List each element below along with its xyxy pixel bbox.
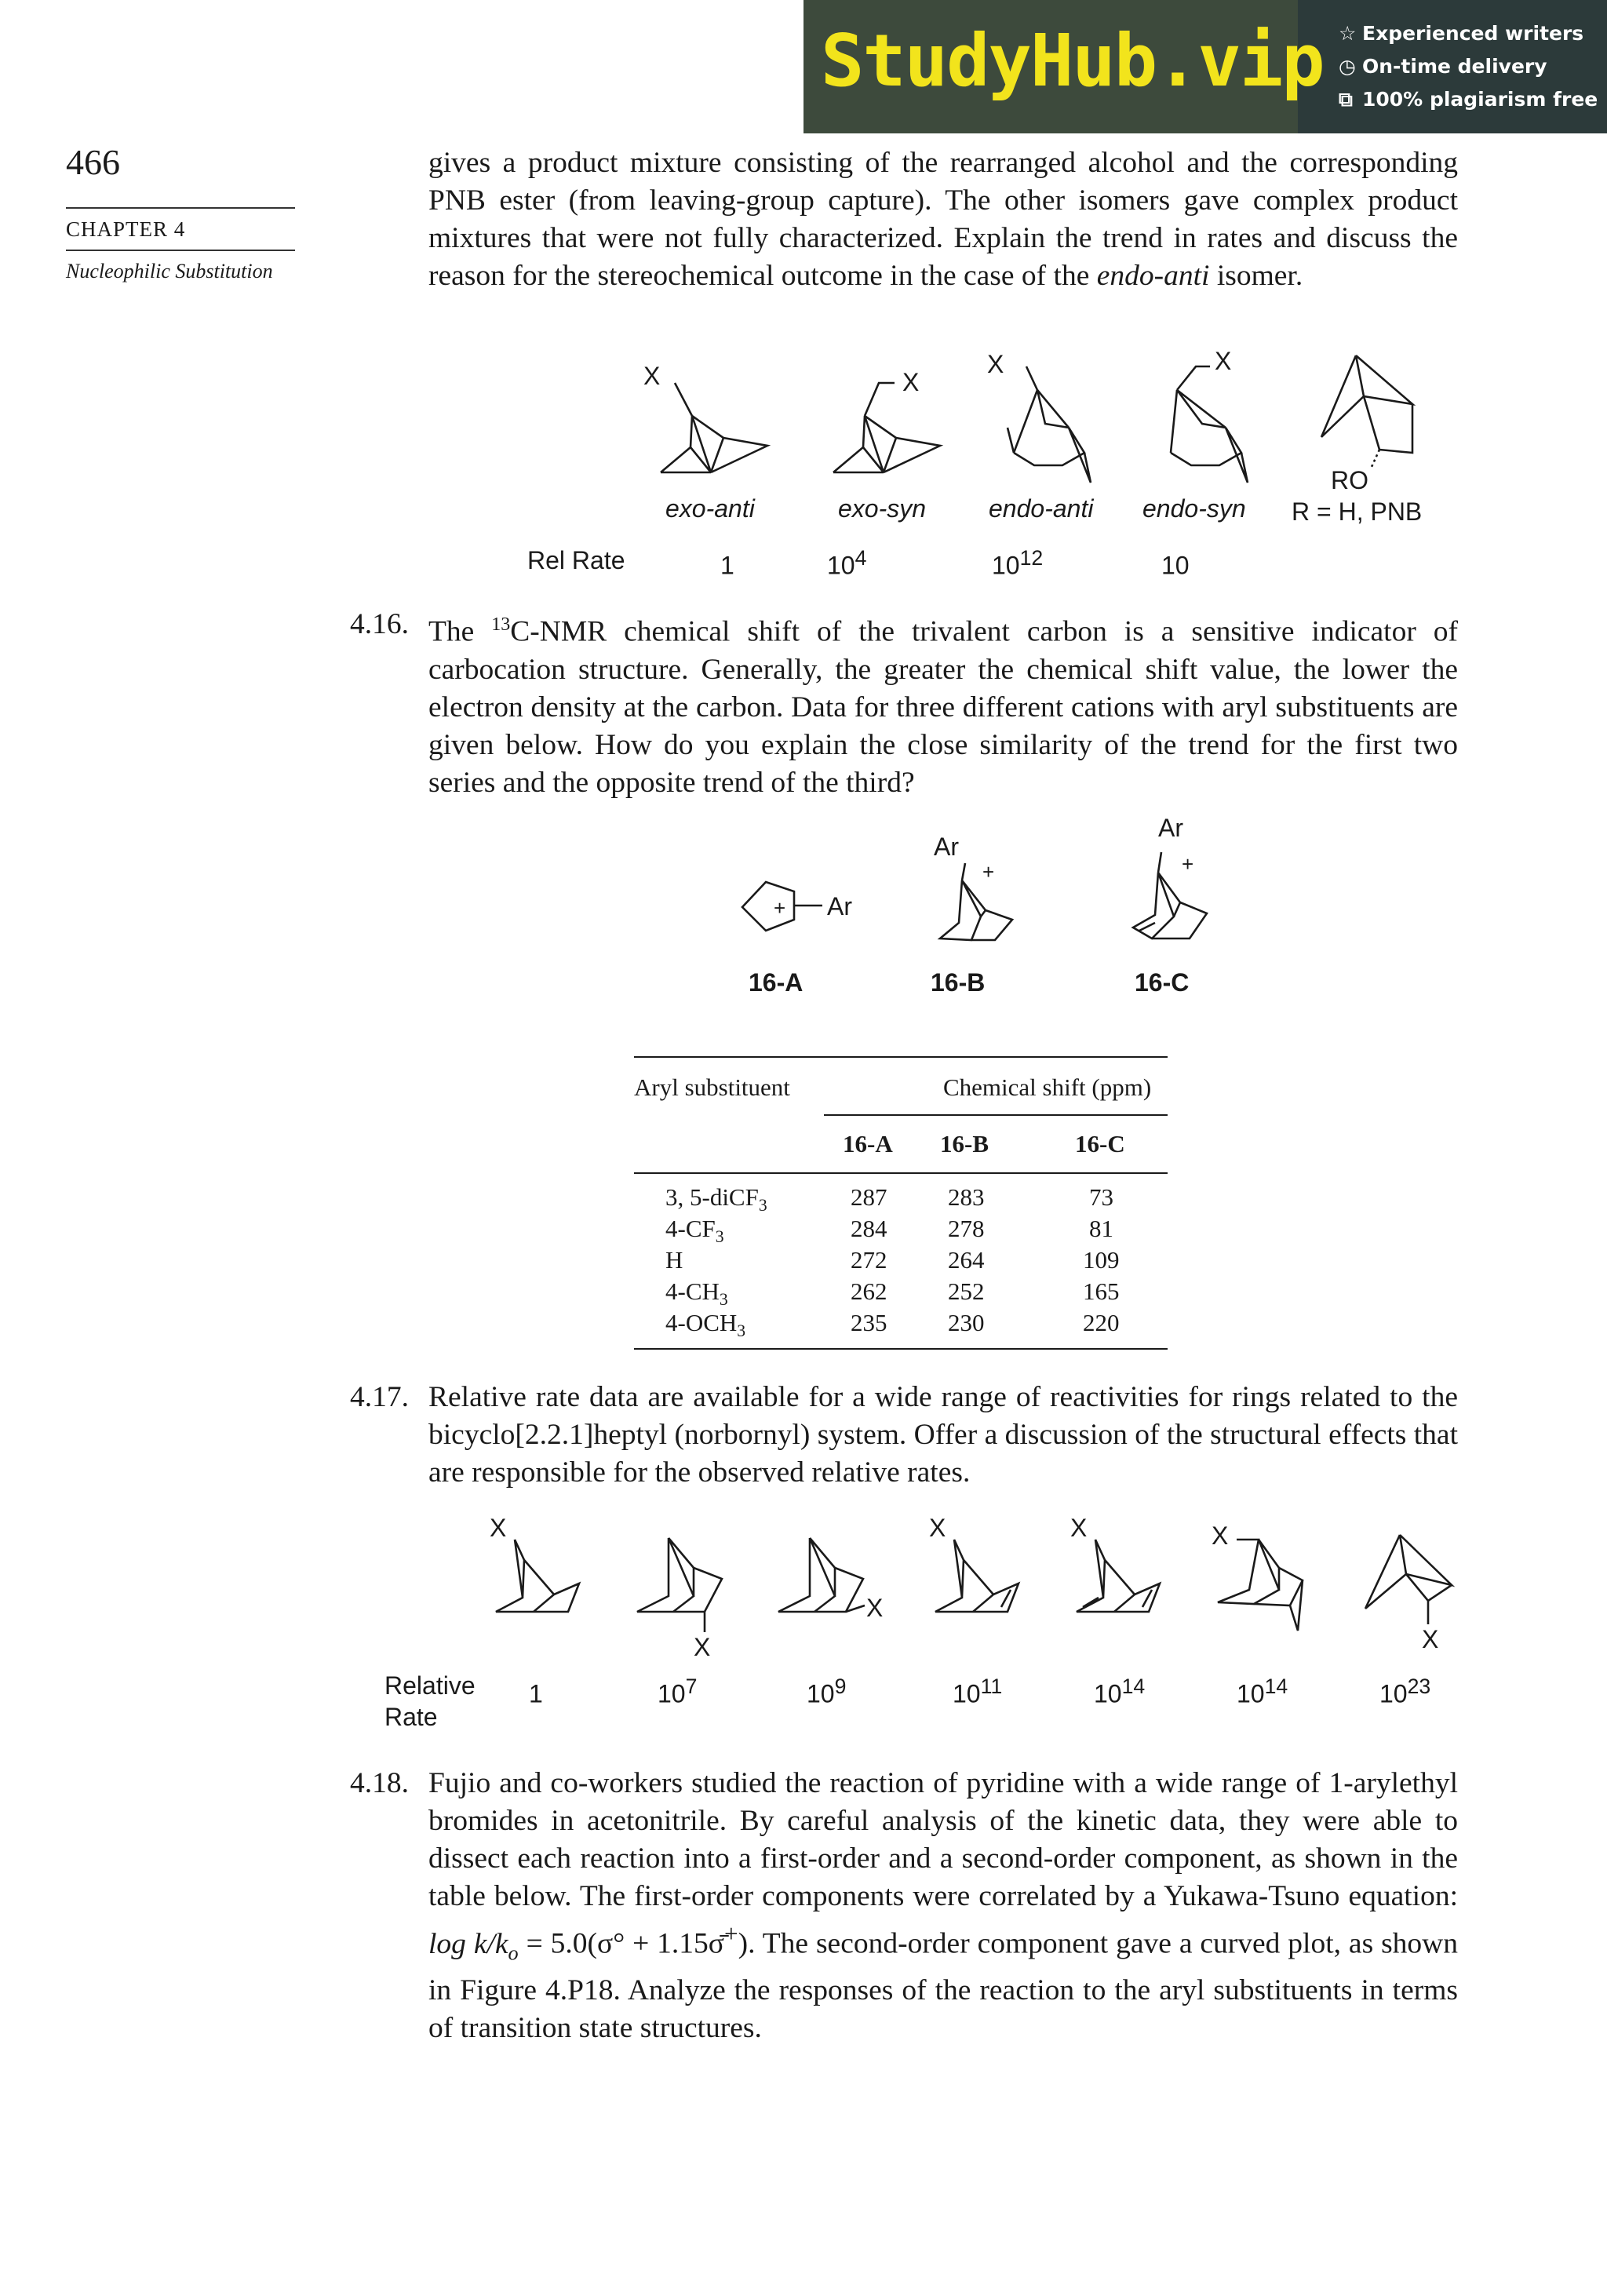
table-row-label: $4-OCH_3$ — [665, 1309, 746, 1341]
rate-17-5: $10^{14}$ — [1094, 1675, 1146, 1708]
table-cell: 262 — [851, 1277, 887, 1305]
structure-endo-anti — [981, 349, 1122, 483]
structure-17-5 — [1067, 1513, 1177, 1631]
table-group-header: Chemical shift (ppm) — [943, 1073, 1152, 1101]
rate-endo-syn: 10 — [1161, 551, 1190, 580]
clock-icon: ◷ — [1339, 55, 1356, 78]
margin-rule-bottom — [66, 250, 295, 251]
feature-plagiarism-free: ⧉ 100% plagiarism free — [1339, 83, 1598, 116]
table-cell: 73 — [1089, 1183, 1113, 1211]
table-row-label: $4-CH_3$ — [665, 1277, 728, 1310]
endo-anti-italic: endo-anti — [1096, 260, 1210, 292]
rate-17-3: $10^9$ — [807, 1675, 847, 1708]
structure-product — [1295, 349, 1436, 467]
structure-17-4 — [926, 1513, 1036, 1631]
banner-logo-area — [804, 0, 1324, 133]
table-cell: 264 — [948, 1246, 985, 1274]
structure-endo-syn — [1138, 349, 1279, 483]
table-subheader-16-b: 16-B — [940, 1130, 989, 1157]
relative-rate-label-2: Rate — [384, 1703, 438, 1731]
table-cell: 165 — [1083, 1277, 1120, 1305]
chapter-subtitle: Nucleophilic Substitution — [66, 260, 273, 282]
structure-exo-syn — [816, 361, 957, 479]
rate-17-1: 1 — [529, 1679, 543, 1708]
table-cell: 252 — [948, 1277, 985, 1305]
label-16-b: 16-B — [931, 968, 986, 997]
banner-features — [1339, 17, 1598, 116]
rate-17-6: $10^{14}$ — [1237, 1675, 1288, 1708]
svg-text:+: + — [982, 860, 995, 884]
q17-number: 4.17. — [350, 1381, 409, 1413]
substituent-x: X — [902, 368, 920, 396]
table-cell: 287 — [851, 1183, 887, 1211]
table-row-label: 3, 5-diCF$_3$ — [665, 1183, 767, 1215]
svg-text:+: + — [774, 896, 786, 920]
svg-text:X: X — [694, 1633, 711, 1661]
promo-banner[interactable] — [804, 0, 1607, 133]
chapter-label: CHAPTER 4 — [66, 217, 186, 241]
q15-paragraph: gives a product mixture consisting of the rearranged alcohol and the corresponding PNB ester (from leaving-group capture). The other isomers gave complex product mixtures that were not fully characterized. Explain the trend in rates and discuss the reason for the stereochemical outcome in the case of the endo-anti isomer. — [428, 147, 1458, 292]
label-16-c: 16-C — [1135, 968, 1190, 997]
table-cell: 235 — [851, 1309, 887, 1336]
table-cell: 230 — [948, 1309, 985, 1336]
substituent-x: X — [643, 362, 661, 390]
table-row-label: $4-CF_3$ — [665, 1215, 724, 1247]
svg-text:X: X — [490, 1514, 507, 1542]
table-rule-group — [824, 1114, 1168, 1116]
label-16-a: 16-A — [749, 968, 804, 997]
product-group: RO — [1331, 466, 1368, 494]
relative-rate-label-1: Relative — [384, 1671, 476, 1700]
table-col-header: Aryl substituent — [634, 1073, 790, 1101]
table-rule-top — [634, 1056, 1168, 1058]
feature-experienced-writers: ☆ Experienced writers — [1339, 17, 1598, 50]
q18-number: 4.18. — [350, 1767, 409, 1799]
table-cell: 109 — [1083, 1246, 1120, 1274]
rate-17-7: $10^{23}$ — [1379, 1675, 1431, 1708]
structure-16-b — [918, 824, 1036, 957]
table-cell: 278 — [948, 1215, 985, 1242]
star-outline-icon: ☆ — [1339, 22, 1357, 45]
structure-16-a — [730, 871, 887, 957]
margin-rule-top — [66, 207, 295, 209]
equation: $\log k/k_o$ — [428, 1927, 519, 1964]
rate-exo-syn: $10^4$ — [827, 546, 867, 580]
svg-text:X: X — [1070, 1514, 1088, 1542]
name-endo-syn: endo-syn — [1142, 494, 1246, 523]
svg-text:Ar: Ar — [934, 833, 959, 861]
svg-text:Ar: Ar — [1158, 814, 1183, 842]
structure-17-7 — [1350, 1522, 1459, 1656]
table-row-label: H — [665, 1246, 683, 1274]
table-rule-bottom — [634, 1348, 1168, 1350]
rate-exo-anti: 1 — [720, 551, 734, 580]
q16-number: 4.16. — [350, 608, 409, 640]
rel-rate-label: Rel Rate — [527, 546, 625, 574]
q17-paragraph: Relative rate data are available for a wide range of reactivities for rings related to the bicyclo[2.2.1]heptyl (norbornyl) system. Offer a discussion of the structural effects that are responsible for the observed relative rates. — [428, 1381, 1458, 1489]
structure-16-c — [1114, 813, 1232, 954]
svg-text:X: X — [866, 1594, 884, 1622]
studyhub-logo[interactable]: StudyHub.vip — [821, 19, 1324, 103]
structure-17-1 — [486, 1513, 596, 1631]
svg-text:X: X — [1422, 1625, 1439, 1653]
substituent-x: X — [987, 350, 1004, 378]
feature-on-time-delivery: ◷ On-time delivery — [1339, 50, 1598, 83]
table-subheader-16-c: 16-C — [1075, 1130, 1125, 1157]
structure-exo-anti — [643, 361, 785, 479]
table-cell: 284 — [851, 1215, 887, 1242]
table-cell: 272 — [851, 1246, 887, 1274]
name-exo-anti: exo-anti — [665, 494, 755, 523]
svg-text:+: + — [1182, 852, 1194, 876]
svg-text:Ar: Ar — [827, 892, 852, 920]
page-number: 466 — [66, 142, 120, 182]
table-subheader-16-a: 16-A — [843, 1130, 893, 1157]
rate-endo-anti: $10^{12}$ — [992, 546, 1044, 580]
q16-paragraph: The $^{13}$C-NMR chemical shift of the trivalent carbon is a sensitive indicator of carbocation structure. Generally, the greater the chemical shift value, the lower the electron density at the carbon. Data for three different cations with aryl substituents are given below. How do you explain the close similarity of the trend for the first two series and the opposite trend of the third? — [428, 614, 1458, 799]
copy-icon: ⧉ — [1339, 88, 1353, 111]
name-endo-anti: endo-anti — [989, 494, 1094, 523]
table-cell: 81 — [1089, 1215, 1113, 1242]
product-caption: R = H, PNB — [1292, 497, 1423, 526]
structure-17-2 — [628, 1530, 738, 1664]
svg-text:X: X — [929, 1514, 946, 1542]
substituent-x: X — [1215, 347, 1232, 375]
q18-paragraph: Fujio and co-workers studied the reaction of pyridine with a wide range of 1-arylethyl bromides in acetonitrile. By careful analysis of the kinetic data, they were able to dissect each reaction into a first-order and a second-order component, as shown in the table below. The first-order components were correlated by a Yukawa-Tsuno equation: $\log k/k_o = 5.0(\sigma^\circ$ + 1.15σ̄+). The second-order component gave a curved plot, as shown in Figure 4.P18. Analyze the responses of the reaction to the aryl substituents in terms of transition state structures. — [428, 1767, 1458, 2044]
table-rule-header — [634, 1172, 1168, 1174]
rate-17-4: $10^{11}$ — [953, 1675, 1003, 1708]
rate-17-2: $10^7$ — [658, 1675, 698, 1708]
svg-text:X: X — [1212, 1522, 1229, 1550]
name-exo-syn: exo-syn — [838, 494, 927, 523]
structure-17-6 — [1208, 1513, 1318, 1638]
structure-17-3 — [769, 1530, 895, 1648]
table-cell: 220 — [1083, 1309, 1120, 1336]
table-cell: 283 — [948, 1183, 985, 1211]
